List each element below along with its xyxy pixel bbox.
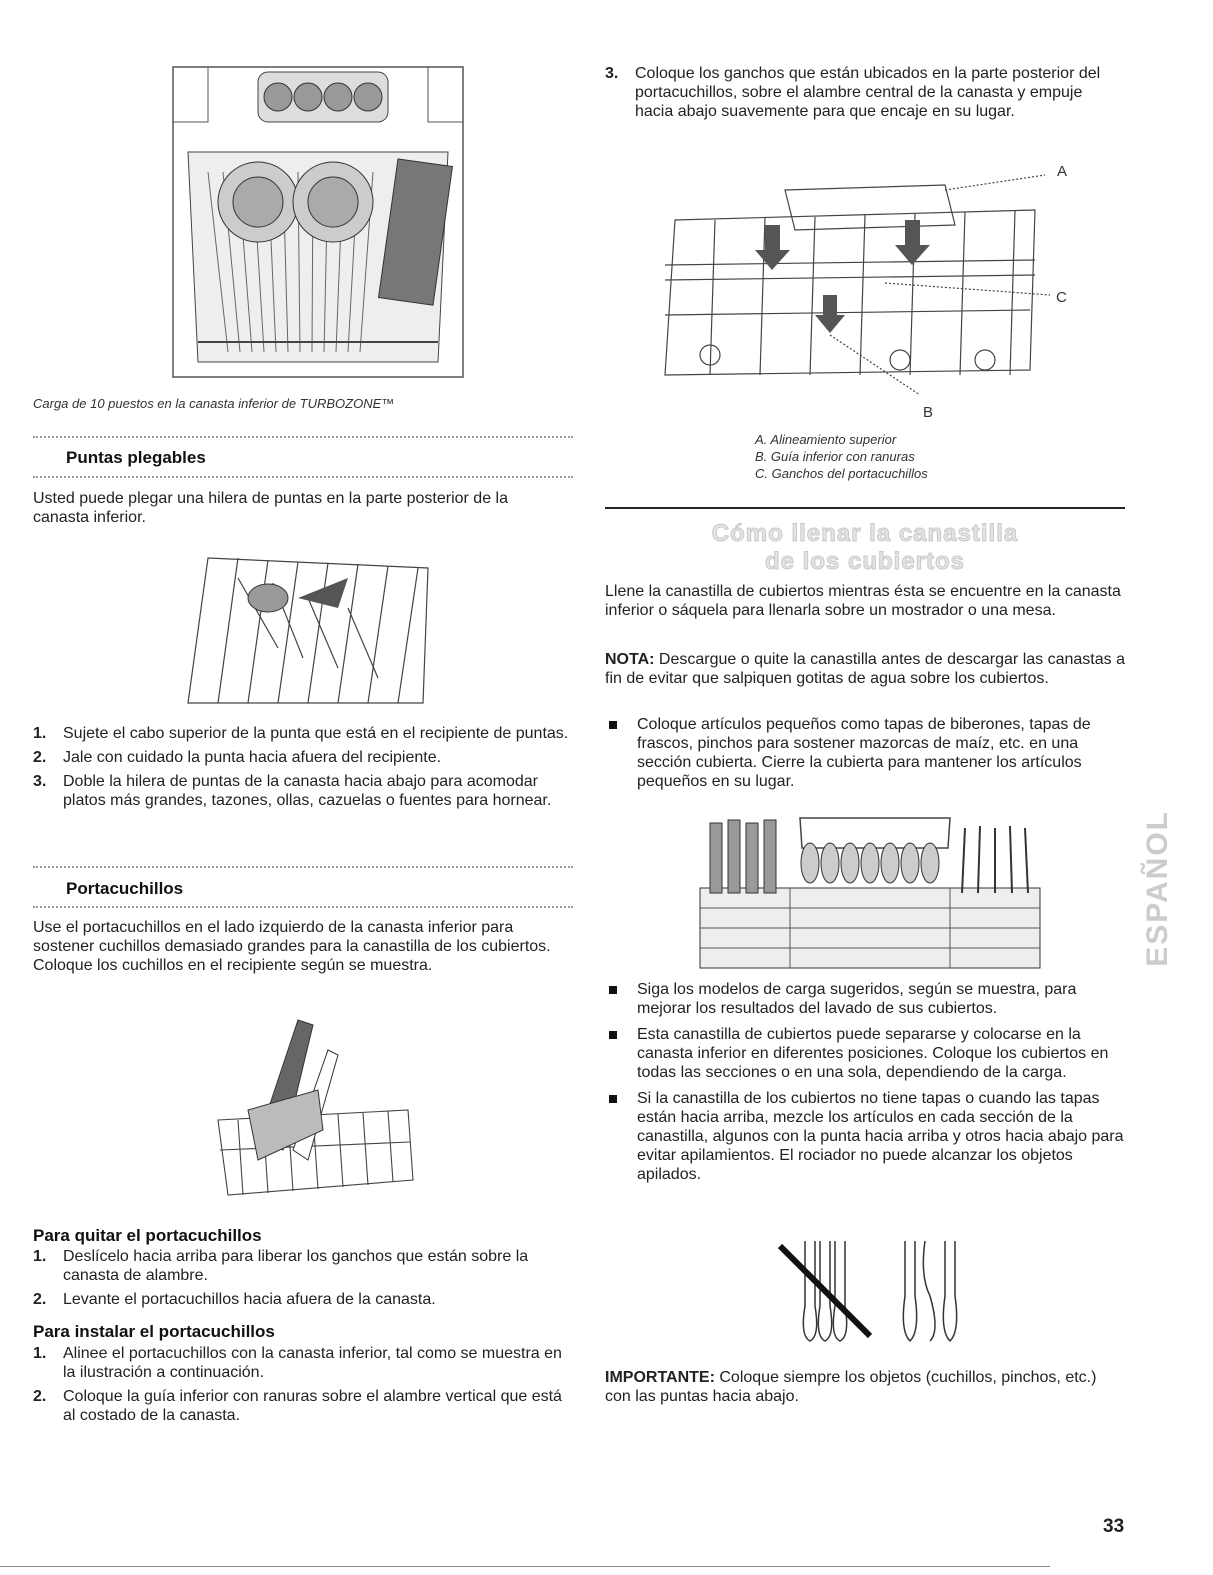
alignment-diagram [655,165,1085,425]
folding-tines-illustration [178,538,433,708]
silverware-basket-illustration [690,808,1050,973]
step-number: 2. [33,1388,47,1405]
cubiertos-intro: Llene la canastilla de cubiertos mientras ésta se encuentre en la canasta inferior o sáquela para llenarla sobre un mostrador o una mesa. [605,583,1121,619]
step-text: Jale con cuidado la punta hacia afuera del recipiente. [63,749,442,766]
callout-b: B [923,404,934,421]
utensils-nesting-illustration [775,1236,965,1348]
bullet-list-1 [605,715,1125,798]
list-item [33,724,573,743]
title-line-1: Cómo llenar la canastilla [711,520,1019,547]
note-label: NOTA: [605,651,655,668]
legend-item: C. Ganchos del portacuchillos [755,466,928,481]
list-item [33,1290,573,1309]
bullet-text: Coloque artículos pequeños como tapas de biberones, tapas de frascos, pinchos para sostener mazorcas de maíz, etc. en una sección cubierta. Cierre la cubierta para mantener los artículos pequeños en su lugar. [637,716,1091,790]
diagram-legend [755,431,928,482]
legend-item: B. Guía inferior con ranuras [755,449,915,464]
list-item [605,1089,1125,1184]
language-side-tab: ESPAÑOL [1141,810,1174,967]
section-divider [33,476,573,478]
install-steps [33,1344,573,1430]
page-number: 33 [1103,1516,1125,1537]
step-number: 3. [33,773,47,790]
bullet-list-2 [605,980,1125,1191]
remove-heading: Para quitar el portacuchillos [33,1226,262,1245]
list-item [605,1025,1125,1082]
list-item [33,748,573,767]
list-item [605,715,1125,791]
section-rule [605,507,1125,509]
important-text: Coloque siempre los objetos (cuchillos, pinchos, etc.) con las puntas hacia abajo. [605,1369,1097,1405]
step-number: 1. [33,725,47,742]
puntas-intro: Usted puede plegar una hilera de puntas en la parte posterior de la canasta inferior. [33,490,508,526]
step-number: 1. [33,1345,47,1362]
note-paragraph [605,650,1125,688]
section-title-portacuchillos: Portacuchillos [66,879,184,898]
dishwasher-rack-illustration [168,62,468,382]
step-text: Sujete el cabo superior de la punta que está en el recipiente de puntas. [63,725,569,742]
step-number: 1. [33,1248,47,1265]
list-item [33,1344,573,1382]
section-divider [33,436,573,438]
section-divider [33,866,573,868]
step-text: Alinee el portacuchillos con la canasta inferior, tal como se muestra en la ilustración a continuación. [63,1345,562,1381]
step-number: 2. [33,749,47,766]
list-item [33,1247,573,1285]
important-paragraph [605,1368,1125,1406]
callout-a: A [1057,163,1068,180]
portacuchillos-intro: Use el portacuchillos en el lado izquierdo de la canasta inferior para sostener cuchillos demasiado grandes para la canastilla de los cubiertos. Coloque los cuchillos en el recipiente según se muestra. [33,919,551,974]
important-label: IMPORTANTE: [605,1369,715,1386]
step-text: Coloque la guía inferior con ranuras sobre el alambre vertical que está al costado de la canasta. [63,1388,562,1424]
step-text: Levante el portacuchillos hacia afuera de la canasta. [63,1291,436,1308]
section-title-cubiertos [605,520,1125,576]
list-item [33,772,573,810]
remove-steps [33,1247,573,1314]
callout-c: C [1056,289,1067,306]
step-text: Deslícelo hacia arriba para liberar los ganchos que están sobre la canasta de alambre. [63,1248,529,1284]
note-text: Descargue o quite la canastilla antes de descargar las canastas a fin de evitar que salpiquen gotitas de agua sobre los cubiertos. [605,651,1125,687]
legend-item: A. Alineamiento superior [755,432,897,447]
section-divider [33,906,573,908]
step-text: Doble la hilera de puntas de la canasta hacia abajo para acomodar platos más grandes, tazones, ollas, cazuelas o fuentes para hornear. [63,773,552,809]
figure-caption: Carga de 10 puestos en la canasta inferior de TURBOZONE™ [33,396,395,411]
step-3 [605,64,1105,126]
list-item [605,980,1125,1018]
section-title-puntas: Puntas plegables [66,448,206,467]
list-item [605,64,1105,121]
install-heading: Para instalar el portacuchillos [33,1322,275,1341]
knife-holder-illustration [208,1010,423,1200]
list-item [33,1387,573,1425]
footer-rule [0,1566,1050,1567]
bullet-text: Esta canastilla de cubiertos puede separarse y colocarse en la canasta inferior en diferentes posiciones. Coloque los cubiertos en todas las secciones o en una sola, dependiendo de la carga. [637,1026,1109,1081]
step-number: 3. [605,65,619,82]
bullet-text: Siga los modelos de carga sugeridos, según se muestra, para mejorar los resultados del lavado de sus cubiertos. [637,981,1077,1017]
step-number: 2. [33,1291,47,1308]
bullet-text: Si la canastilla de los cubiertos no tiene tapas o cuando las tapas están hacia arriba, mezcle los artículos en cada sección de la canastilla, algunos con la punta hacia arriba y otros hacia abajo para evitar apilamientos. El rociador no puede alcanzar los objetos apilados. [637,1090,1124,1183]
puntas-steps [33,724,573,815]
title-line-2: de los cubiertos [764,548,966,575]
step-text: Coloque los ganchos que están ubicados en la parte posterior del portacuchillos, sobre el alambre central de la canasta y empuje hacia abajo suavemente para que encaje en su lugar. [635,65,1101,120]
